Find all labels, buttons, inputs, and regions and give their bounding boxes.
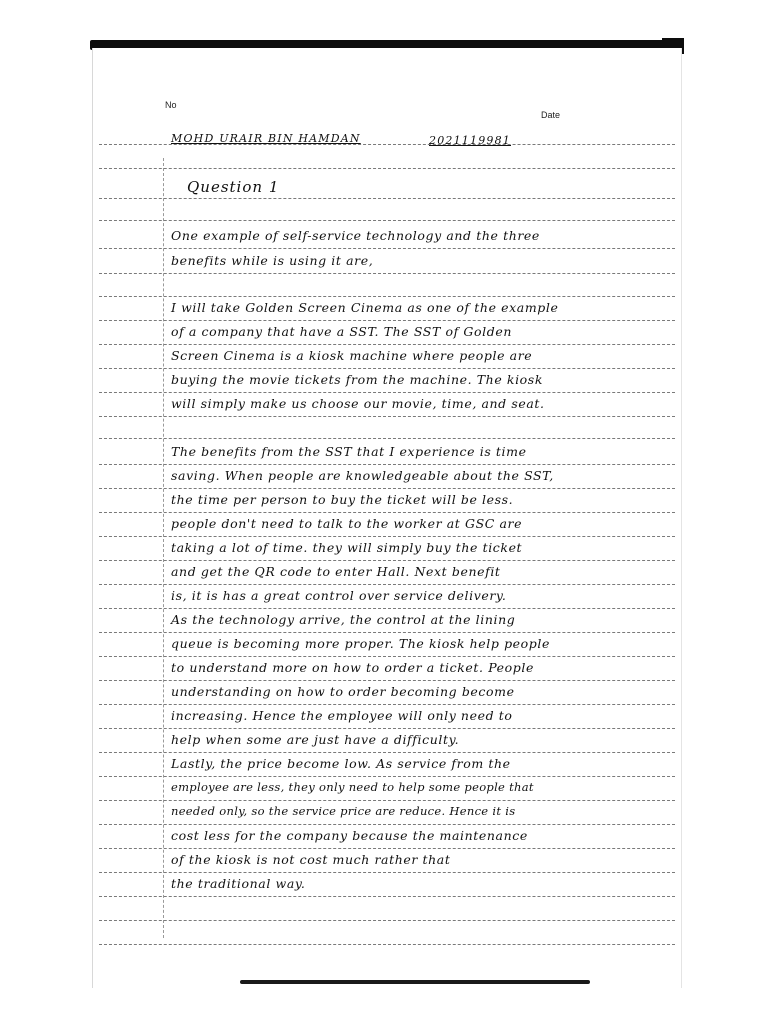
ruled-line <box>99 656 675 657</box>
ruled-line <box>99 168 675 169</box>
answer-line: One example of self-service technology and the three <box>171 228 540 243</box>
ruled-line <box>99 220 675 221</box>
answer-line: employee are less, they only need to help some people that <box>171 780 534 794</box>
ruled-line <box>99 438 675 439</box>
answer-line: buying the movie tickets from the machine. The kiosk <box>171 372 543 387</box>
student-name: MOHD URAIR BIN HAMDAN <box>171 132 361 145</box>
answer-line: the traditional way. <box>171 876 306 891</box>
answer-line: benefits while is using it are, <box>171 253 374 268</box>
ruled-line <box>99 296 675 297</box>
ruled-line <box>99 680 675 681</box>
answer-line: Lastly, the price become low. As service from the <box>171 756 511 771</box>
ruled-line <box>99 198 675 199</box>
ruled-line <box>99 920 675 921</box>
ruled-line <box>99 488 675 489</box>
answer-line: help when some are just have a difficulty. <box>171 732 460 747</box>
answer-line: is, it is has a great control over service delivery. <box>171 588 507 603</box>
ruled-line <box>99 344 675 345</box>
answer-line: queue is becoming more proper. The kiosk help people <box>171 636 550 651</box>
ruled-line <box>99 536 675 537</box>
answer-line: to understand more on how to order a ticket. People <box>171 660 534 675</box>
ruled-line <box>99 632 675 633</box>
ruled-line <box>99 248 675 249</box>
date-label: Date <box>541 110 561 120</box>
answer-line: needed only, so the service price are reduce. Hence it is <box>171 804 516 818</box>
ruled-line <box>99 872 675 873</box>
answer-line: saving. When people are knowledgeable about the SST, <box>171 468 554 483</box>
ruled-line <box>99 752 675 753</box>
answer-line: I will take Golden Screen Cinema as one of the example <box>171 300 559 315</box>
answer-line: of the kiosk is not cost much rather that <box>171 852 451 867</box>
ruled-line <box>99 800 675 801</box>
answer-line: people don't need to talk to the worker at GSC are <box>171 516 523 531</box>
answer-line: Screen Cinema is a kiosk machine where people are <box>171 348 533 363</box>
no-label: No <box>165 100 177 110</box>
ruled-line <box>99 560 675 561</box>
ruled-line <box>99 416 675 417</box>
answer-line: understanding on how to order becoming become <box>171 684 515 699</box>
ruled-line <box>99 273 675 274</box>
ruled-line <box>99 824 675 825</box>
ruled-line <box>99 776 675 777</box>
answer-line: the time per person to buy the ticket will be less. <box>171 492 514 507</box>
answer-line: taking a lot of time. they will simply buy the ticket <box>171 540 523 555</box>
answer-line: increasing. Hence the employee will only need to <box>171 708 513 723</box>
answer-line: of a company that have a SST. The SST of Golden <box>171 324 512 339</box>
ruled-line <box>99 704 675 705</box>
answer-line: The benefits from the SST that I experience is time <box>171 444 527 459</box>
answer-line: As the technology arrive, the control at the lining <box>171 612 516 627</box>
margin-line <box>163 158 164 938</box>
scan-bottom-edge <box>240 980 590 984</box>
ruled-line <box>99 584 675 585</box>
ruled-line <box>99 896 675 897</box>
question-title: Question 1 <box>187 178 280 196</box>
ruled-line <box>99 944 675 945</box>
answer-line: will simply make us choose our movie, time, and seat. <box>171 396 545 411</box>
ruled-line <box>99 608 675 609</box>
answer-line: cost less for the company because the maintenance <box>171 828 528 843</box>
ruled-line <box>99 512 675 513</box>
ruled-line <box>99 848 675 849</box>
ruled-line <box>99 320 675 321</box>
ruled-line <box>99 464 675 465</box>
ruled-line <box>99 392 675 393</box>
student-id: 2021119981 <box>429 134 511 147</box>
notebook-page <box>92 48 682 988</box>
ruled-line <box>99 728 675 729</box>
ruled-line <box>99 368 675 369</box>
answer-line: and get the QR code to enter Hall. Next benefit <box>171 564 501 579</box>
